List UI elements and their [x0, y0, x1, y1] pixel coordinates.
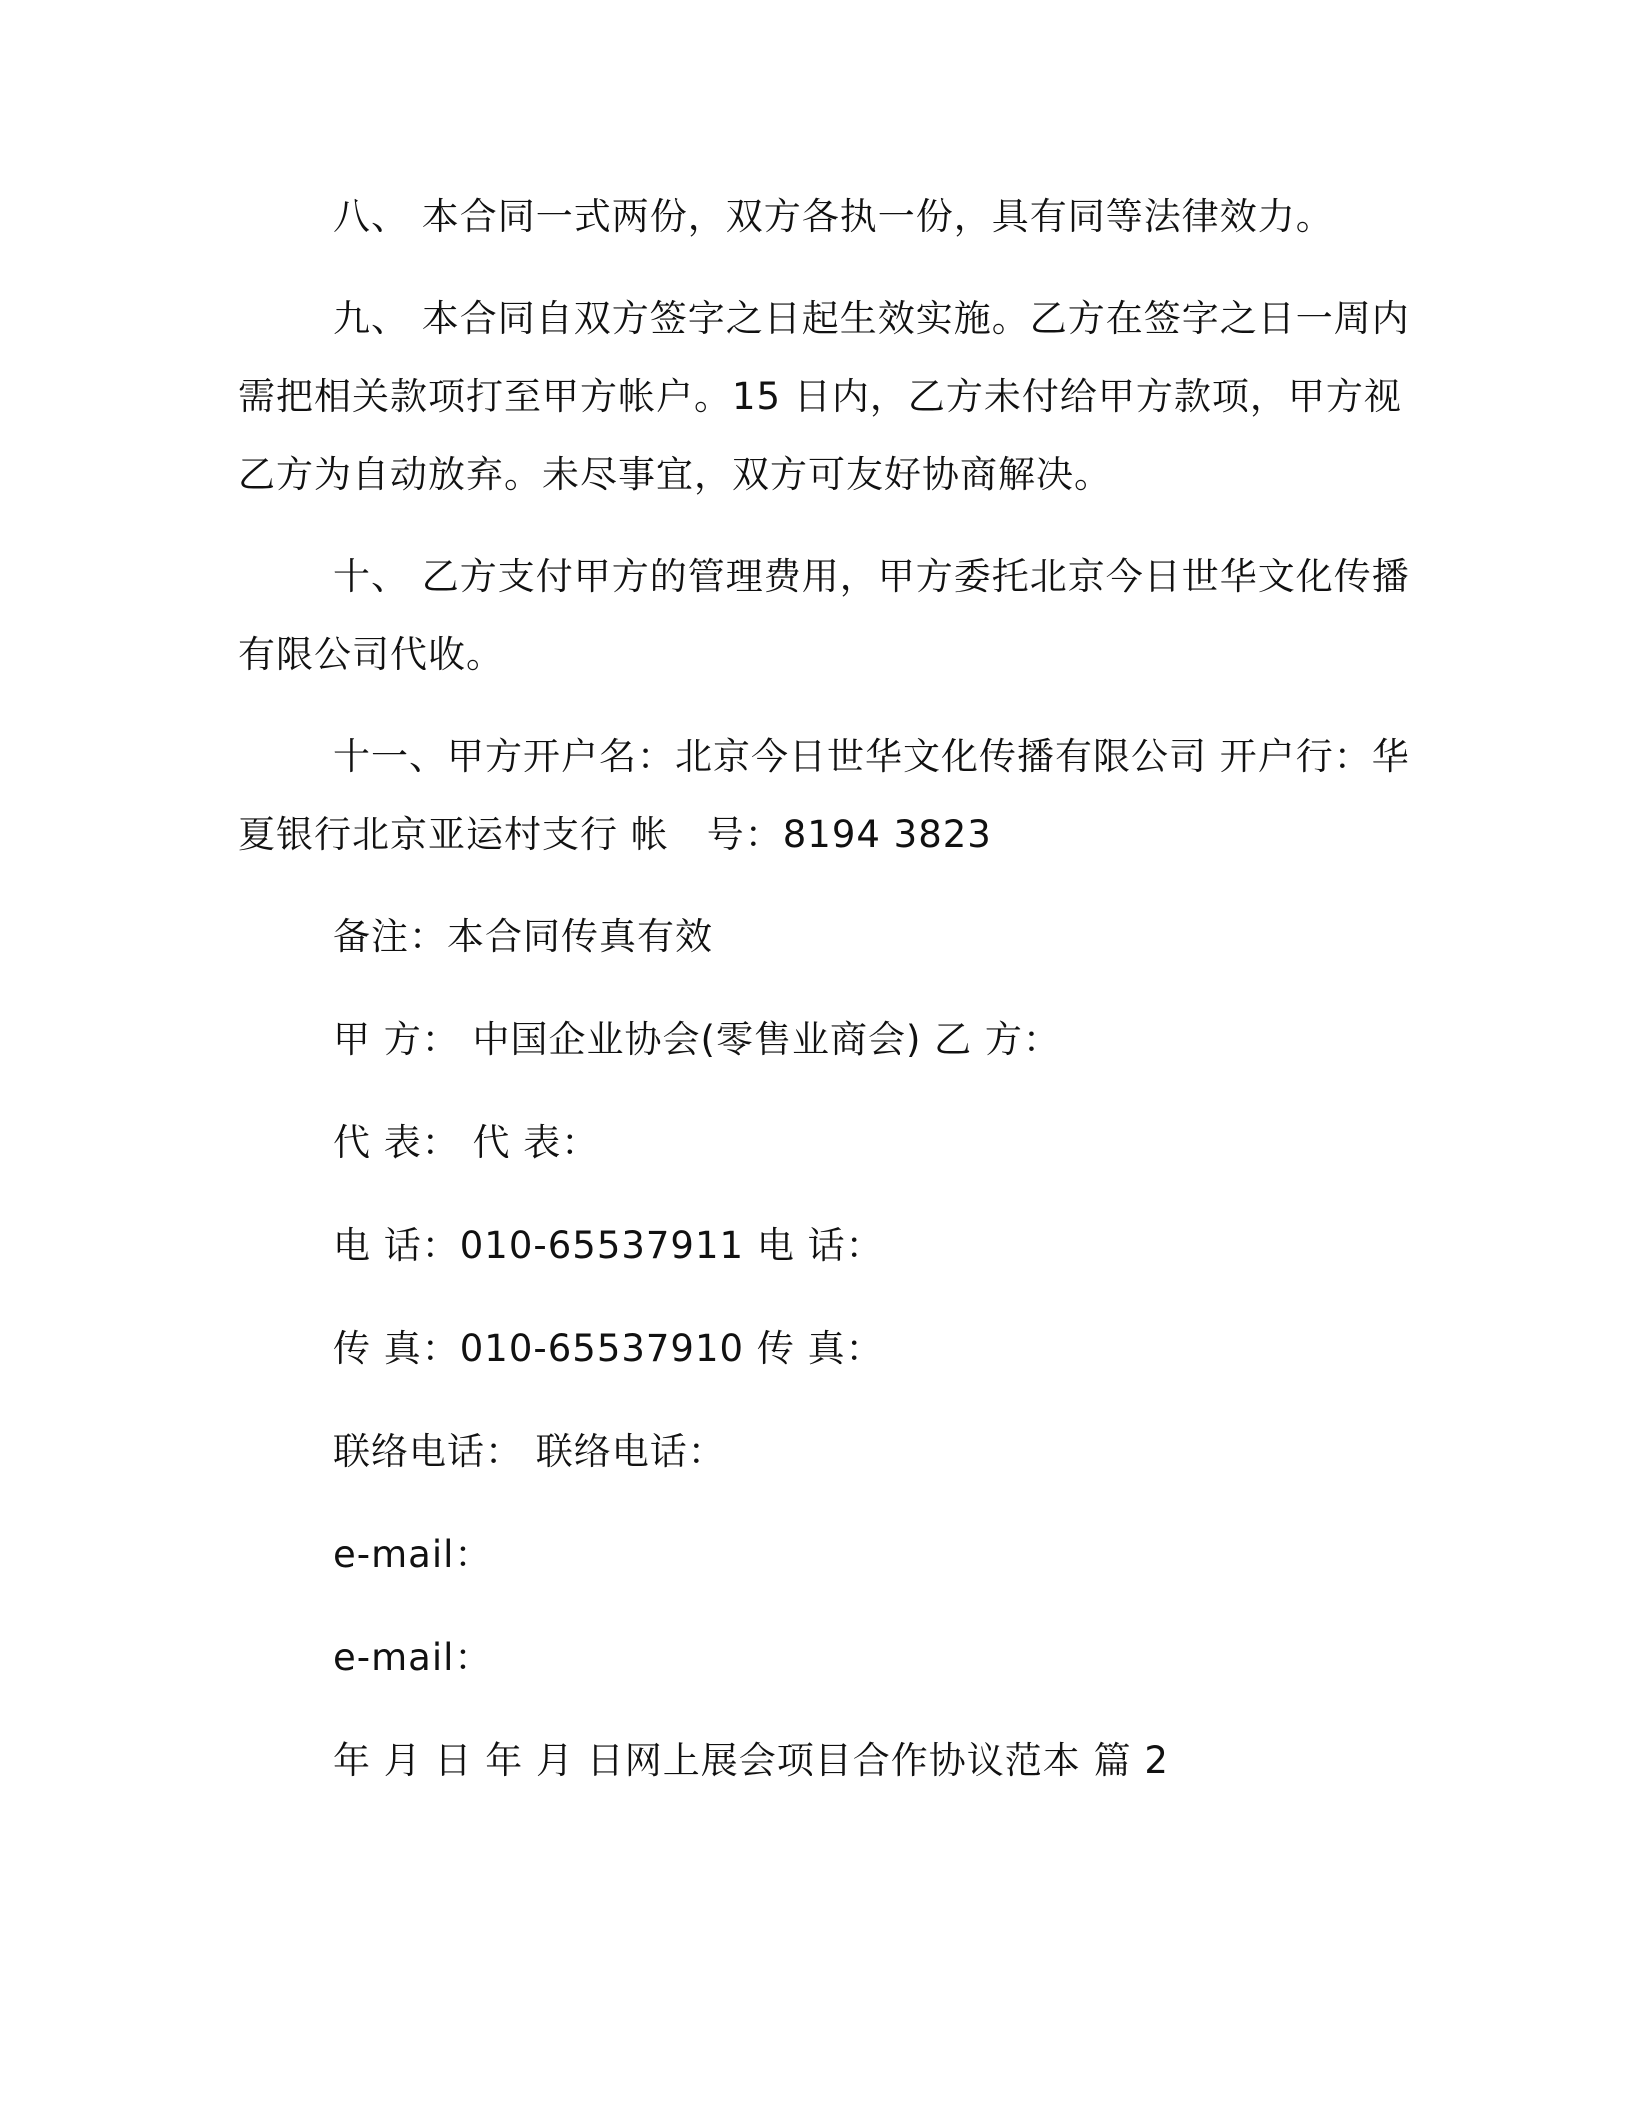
- representative-line: 代 表： 代 表：: [333, 1121, 600, 1164]
- clause-10: [238, 538, 1410, 694]
- clause-9-line-3: 乙方为自动放弃。未尽事宜，双方可友好协商解决。: [238, 453, 1112, 496]
- clause-9-line-2: 需把相关款项打至甲方帐户。15 日内，乙方未付给甲方款项，甲方视: [238, 375, 1402, 418]
- contact-phone-line: 联络电话： 联络电话：: [333, 1430, 726, 1473]
- clause-8: [238, 178, 1388, 256]
- party-line: 甲 方： 中国企业协会(零售业商会) 乙 方：: [333, 1018, 1061, 1061]
- clause-11-line-1: 十一、甲方开户名：北京今日世华文化传播有限公司 开户行：华: [333, 735, 1410, 778]
- fax-valid-note: 备注：本合同传真有效: [333, 915, 713, 958]
- clause-9: [238, 280, 1410, 514]
- fax-line: 传 真：010-65537910 传 真：: [333, 1327, 884, 1370]
- date-line: 年 月 日 年 月 日网上展会项目合作协议范本 篇 2: [333, 1739, 1169, 1782]
- email-line-2: e-mail：: [333, 1636, 493, 1679]
- email-line-1: e-mail：: [333, 1533, 493, 1576]
- clause-11: [238, 718, 1410, 874]
- phone-line: 电 话：010-65537911 电 话：: [333, 1224, 884, 1267]
- clause-10-line-1: 十、 乙方支付甲方的管理费用，甲方委托北京今日世华文化传播: [333, 555, 1410, 598]
- clause-8-line-1: 八、 本合同一式两份，双方各执一份，具有同等法律效力。: [333, 195, 1334, 238]
- clause-9-line-1: 九、 本合同自双方签字之日起生效实施。乙方在签字之日一周内: [333, 297, 1410, 340]
- clause-11-line-2: 夏银行北京亚运村支行 帐 号：8194 3823: [238, 813, 992, 856]
- clause-10-line-2: 有限公司代收。: [238, 633, 504, 676]
